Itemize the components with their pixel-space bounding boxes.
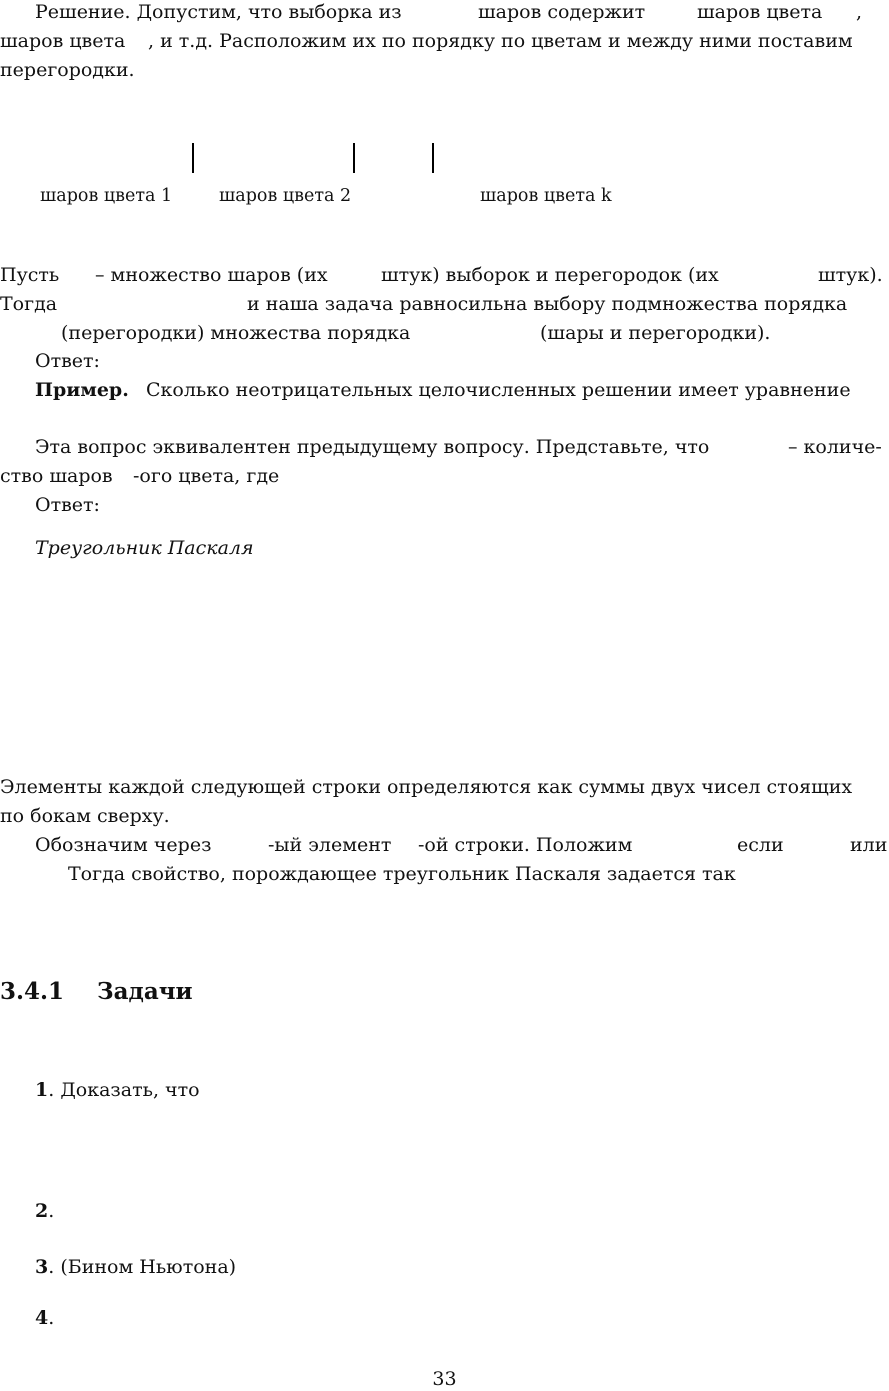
text-pieces-selections: штук) выборок и перегородок (их bbox=[381, 264, 719, 286]
task-4-text: . bbox=[48, 1307, 55, 1329]
text-partitions-order: (перегородки) множества порядка bbox=[61, 322, 411, 344]
section-title: Задачи bbox=[97, 978, 193, 1005]
task-3-text: . (Бином Ньютона) bbox=[48, 1256, 237, 1278]
task-4 bbox=[35, 1306, 54, 1330]
text-arrange: , и т.д. Расположим их по порядку по цветам и между ними поставим bbox=[148, 30, 853, 52]
text-solution-intro: Решение. Допустим, что выборка из bbox=[35, 1, 402, 23]
text-task-equivalent: и наша задача равносильна выбору подмножества порядка bbox=[247, 293, 848, 315]
text-quantity-hyphen: – количе- bbox=[788, 436, 882, 458]
text-color-where: -ого цвета, где bbox=[133, 465, 280, 487]
task-3 bbox=[35, 1255, 236, 1279]
pascal-triangle-title: Треугольник Паскаля bbox=[35, 537, 254, 559]
text-denote: Обозначим через bbox=[35, 834, 212, 856]
task-1-text: . Доказать, что bbox=[48, 1079, 200, 1101]
text-pieces-end: штук). bbox=[818, 264, 883, 286]
example-label: Пример. bbox=[35, 379, 129, 401]
answer-label: Ответ: bbox=[35, 350, 100, 372]
text-balls-of: ство шаров bbox=[0, 465, 113, 487]
text-set-of-balls: – множество шаров (их bbox=[95, 264, 328, 286]
text-balls-and-partitions: (шары и перегородки). bbox=[540, 322, 771, 344]
answer-label-2: Ответ: bbox=[35, 494, 100, 516]
task-1 bbox=[35, 1078, 200, 1102]
diagram-label-color-1: шаров цвета 1 bbox=[40, 186, 173, 206]
diagram-label-color-k: шаров цвета k bbox=[480, 186, 612, 206]
task-2-text: . bbox=[48, 1200, 55, 1222]
example-question: Сколько неотрицательных целочисленных решении имеет уравнение bbox=[146, 379, 851, 401]
text-or: или bbox=[850, 834, 888, 856]
task-2-number: 2 bbox=[35, 1200, 49, 1222]
text-row-set: -ой строки. Положим bbox=[418, 834, 633, 856]
text-balls-contain: шаров содержит bbox=[478, 1, 646, 23]
task-1-number: 1 bbox=[35, 1079, 49, 1101]
text-balls-color-1: шаров цвета bbox=[697, 1, 823, 23]
page-number: 33 bbox=[432, 1368, 457, 1390]
text-property: Тогда свойство, порождающее треугольник Паскаля задается так bbox=[68, 863, 736, 885]
pascal-text-line-2: по бокам сверху. bbox=[0, 805, 170, 827]
text-let: Пусть bbox=[0, 264, 60, 286]
task-4-number: 4 bbox=[35, 1307, 49, 1329]
diagram-label-color-2: шаров цвета 2 bbox=[219, 186, 352, 206]
text-then: Тогда bbox=[0, 293, 58, 315]
text-element: -ый элемент bbox=[268, 834, 392, 856]
text-comma: , bbox=[856, 1, 863, 23]
partition-bar-3 bbox=[432, 143, 434, 173]
section-number: 3.4.1 bbox=[0, 978, 65, 1005]
pascal-text-line-1: Элементы каждой следующей строки определяются как суммы двух чисел стоящих bbox=[0, 776, 853, 798]
task-2 bbox=[35, 1199, 54, 1223]
text-if: если bbox=[737, 834, 784, 856]
partition-bar-1 bbox=[192, 143, 194, 173]
text-partitions: перегородки. bbox=[0, 59, 135, 81]
text-balls-color-2: шаров цвета bbox=[0, 30, 126, 52]
partition-bar-2 bbox=[353, 143, 355, 173]
task-3-number: 3 bbox=[35, 1256, 49, 1278]
text-equivalence: Эта вопрос эквивалентен предыдущему вопросу. Представьте, что bbox=[35, 436, 710, 458]
